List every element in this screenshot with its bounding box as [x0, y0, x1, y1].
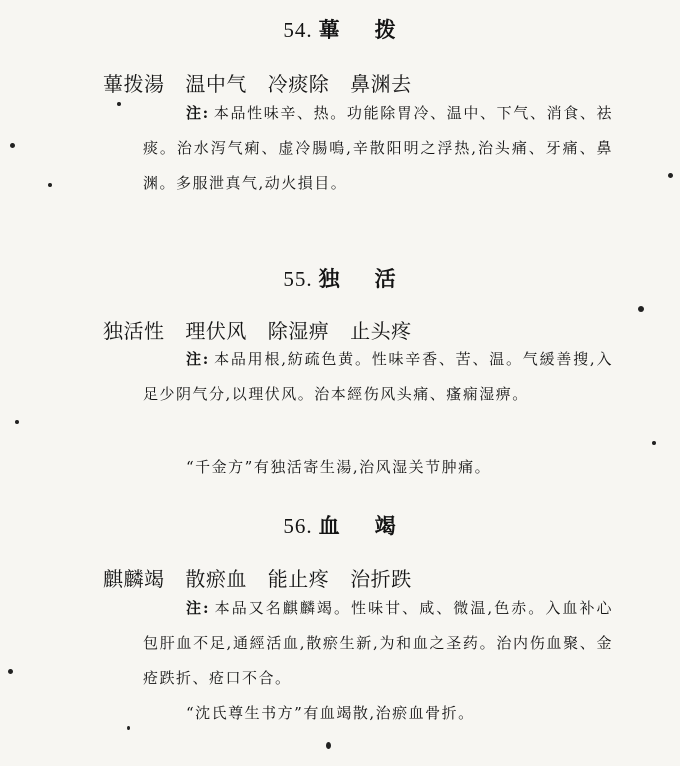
summary-phrase: 止头疼 — [350, 319, 412, 343]
entry-heading-55 — [0, 263, 680, 293]
note-label: 注: — [186, 599, 211, 617]
entry-reference-56: “沈氏尊生书方”有血竭散,治瘀血骨折。 — [186, 704, 475, 722]
entry-note-56 — [143, 591, 613, 696]
entry-title-char: 拨 — [374, 17, 397, 42]
scan-speck — [652, 441, 656, 445]
summary-phrase: 鼻渊去 — [350, 72, 412, 96]
note-label: 注: — [186, 350, 210, 368]
entry-heading-54 — [0, 14, 680, 44]
entry-summary-55 — [103, 315, 426, 344]
entry-note-54 — [143, 96, 613, 201]
scan-speck — [326, 742, 331, 749]
entry-title-char: 独 — [318, 266, 341, 291]
summary-phrase: 治折跌 — [350, 567, 412, 591]
summary-phrase: 能止疼 — [267, 567, 330, 591]
summary-phrase: 独活性 — [103, 319, 165, 343]
scan-speck — [668, 173, 673, 178]
entry-heading-56 — [0, 510, 680, 540]
note-label: 注: — [186, 104, 210, 122]
entry-note-55 — [143, 342, 613, 412]
entry-title-char: 活 — [374, 266, 397, 291]
entry-title-char: 竭 — [374, 513, 397, 538]
note-text: 本品又名麒麟竭。性味甘、咸、微温,色赤。入血补心包肝血不足,通經活血,散瘀生新,为和血之圣药。治内伤血聚、金疮跌折、疮口不合。 — [143, 599, 613, 687]
scan-speck — [15, 420, 19, 424]
entry-reference-55: “千金方”有独活寄生湯,治风湿关节肿痛。 — [186, 458, 492, 476]
entry-title-char: 蓽 — [318, 17, 341, 42]
summary-phrase: 蓽拨湯 — [103, 72, 165, 96]
scan-speck — [638, 306, 644, 312]
summary-phrase: 冷痰除 — [267, 72, 330, 96]
entry-summary-56 — [103, 563, 426, 592]
scan-speck — [127, 726, 130, 730]
entry-number: 56. — [283, 514, 313, 538]
entry-title-char: 血 — [318, 513, 341, 538]
summary-phrase: 理伏风 — [185, 319, 247, 343]
scan-speck — [8, 669, 13, 674]
entry-summary-54 — [103, 68, 426, 97]
scan-speck — [48, 183, 52, 187]
scan-speck — [117, 102, 121, 106]
entry-number: 54. — [283, 18, 313, 42]
note-text: 本品用根,紡疏色黄。性味辛香、苦、温。气緩善搜,入足少阴气分,以理伏风。治本經伤风头痛、瘙痫湿痹。 — [143, 350, 613, 403]
summary-phrase: 温中气 — [185, 72, 247, 96]
summary-phrase: 麒麟竭 — [103, 567, 165, 591]
scan-speck — [10, 143, 15, 148]
entry-number: 55. — [283, 267, 313, 291]
note-text: 本品性味辛、热。功能除胃冷、温中、下气、消食、祛痰。治水泻气痢、虚冷腸鳴,辛散阳明之浮热,治头痛、牙痛、鼻渊。多服泄真气,动火損目。 — [143, 104, 613, 192]
summary-phrase: 除湿痹 — [267, 319, 330, 343]
summary-phrase: 散瘀血 — [185, 567, 247, 591]
